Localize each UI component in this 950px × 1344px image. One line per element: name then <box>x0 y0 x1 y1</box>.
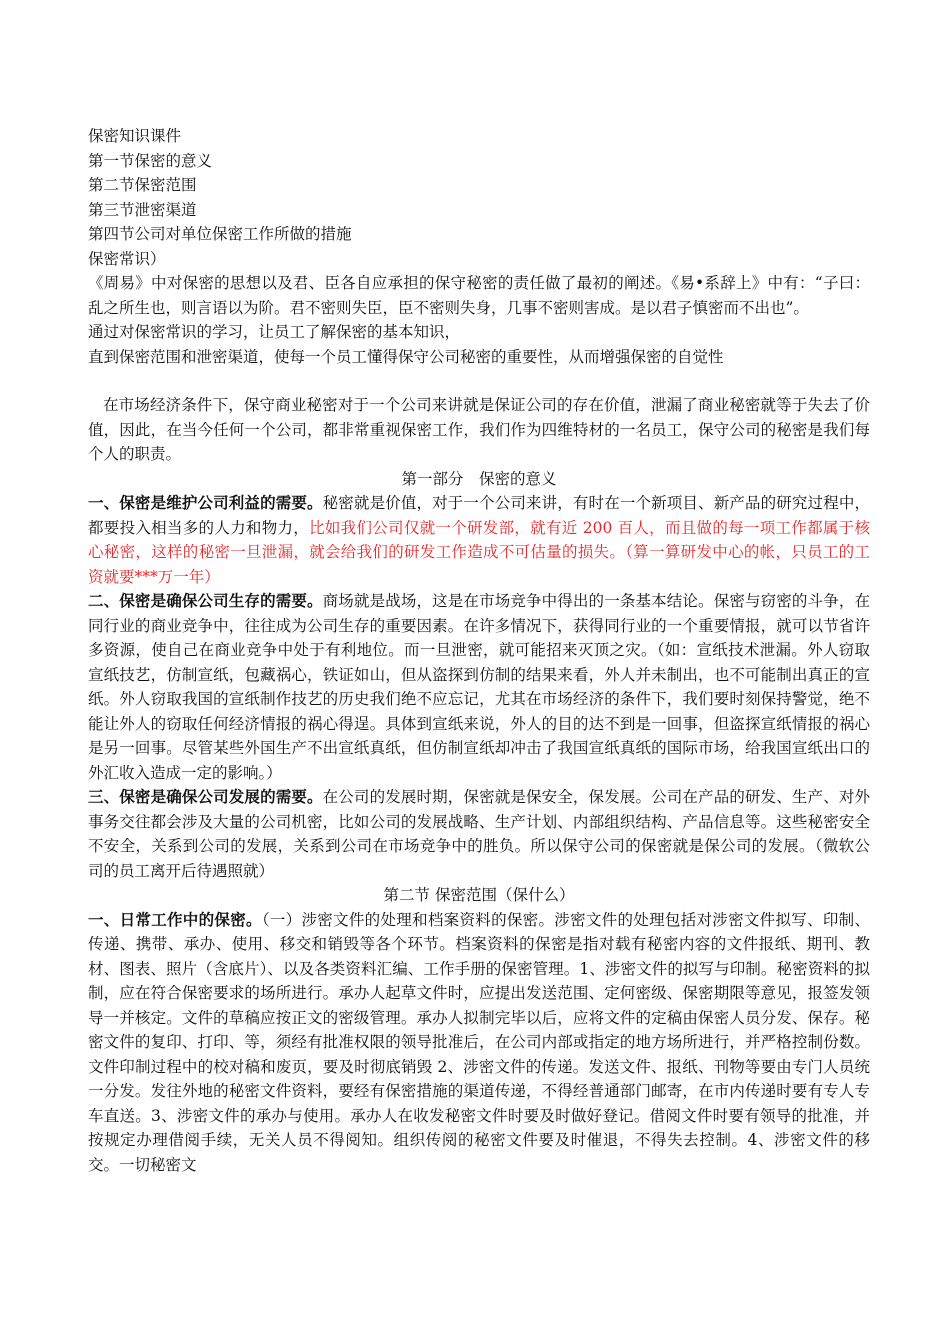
zhouyi-quote-paragraph: 《周易》中对保密的思想以及君、臣各自应承担的保守秘密的责任做了最初的阐述。《易•系辞上》中有：“子曰：乱之所生也，则言语以为阶。君不密则失臣，臣不密则失身，几事不密则害成。是以君子慎密而不出也”。 <box>88 274 870 317</box>
part1-paragraph-2 <box>88 589 870 785</box>
market-economy-paragraph: 在市场经济条件下，保守商业秘密对于一个公司来讲就是保证公司的存在价值，泄漏了商业秘密就等于失去了价值，因此，在当今任何一个公司，都非常重视保密工作，我们作为四维特材的一名员工，保守公司的秘密是我们每个人的职责。 <box>88 396 870 463</box>
intro-line-2: 直到保密范围和泄密渠道，使每一个员工懂得保守公司秘密的重要性，从而增强保密的自觉性 <box>88 347 724 366</box>
toc-item: 第一节保密的意义 <box>88 151 213 170</box>
doc-title: 保密知识课件 <box>88 127 182 145</box>
toc-item: 第四节公司对单位保密工作所做的措施 <box>88 225 352 243</box>
paragraph-body: 在公司的发展时期，保密就是保安全，保发展。公司在产品的研发、生产、对外事务交往都会涉及大量的公司机密，比如公司的发展战略、生产计划、内部组织结构、产品信息等。这些秘密安全不安全，关系到公司的发展，关系到公司在市场竞争中的胜负。所以保守公司的保密就是保公司的发展。（微软公司的员工离开后待遇照就） <box>88 788 870 880</box>
section2-heading: 第二节 保密范围（保什么） <box>383 886 575 904</box>
paragraph-lead: 一、日常工作中的保密。 <box>88 909 262 929</box>
common-sense-label: 保密常识） <box>88 249 166 268</box>
document-page <box>88 124 870 1177</box>
part1-paragraph-3 <box>88 785 870 883</box>
toc-item: 第二节保密范围 <box>88 176 197 194</box>
section2-paragraph-1 <box>88 908 870 1178</box>
paragraph-body: 商场就是战场，这是在市场竞争中得出的一条基本结论。保密与窃密的斗争，在同行业的商业竞争中，往往成为公司生存的重要因素。在许多情况下，获得同行业的一个重要情报，就可以节省许多资源，使自己在商业竞争中处于有利地位。而一旦泄密，就可能招来灭顶之灾。（如：宣纸技术泄漏。外人窃取宣纸技艺，仿制宣纸，包藏祸心，铁证如山，但从盗探到仿制的结果来看，外人并未制出，也不可能制出真正的宣纸。外人窃取我国的宣纸制作技艺的历史我们绝不应忘记，尤其在市场经济的条件下，我们要时刻保持警觉，绝不能让外人的窃取任何经济情报的祸心得逞。具体到宣纸来说，外人的目的达不到是一回事，但盗探宣纸情报的祸心是另一回事。尽管某些外国生产不出宣纸真纸，但仿制宣纸却冲击了我国宣纸真纸的国际市场，给我国宣纸出口的外汇收入造成一定的影响。） <box>88 592 870 782</box>
paragraph-lead: 一、保密是维护公司利益的需要。 <box>88 493 323 512</box>
paragraph-lead: 二、保密是确保公司生存的需要。 <box>88 591 323 610</box>
paragraph-lead: 三、保密是确保公司发展的需要。 <box>88 787 323 806</box>
toc-item: 第三节泄密渠道 <box>88 200 197 219</box>
paragraph-body: 秘密就是价值，对于一个公司来讲，有时在一个新项目、新产品的研究过程中，都要投入相当多的人力和物力， <box>88 494 870 537</box>
paragraph-body: （一）涉密文件的处理和档案资料的保密。涉密文件的处理包括对涉密文件拟写、印制、传递、携带、承办、使用、移交和销毁等各个环节。档案资料的保密是指对载有秘密内容的文件报纸、期刊、教材、图表、照片（含底片）、以及各类资料汇编、工作手册的保密管理。1、涉密文件的拟写与印制。秘密资料的拟制，应在符合保密要求的场所进行。承办人起草文件时，应提出发送范围、定何密级、保密期限等意见，报签发领导一并核定。文件的草稿应按正文的密级管理。承办人拟制完毕以后，应将文件的定稿由保密人员分发、保存。秘密文件的复印、打印、等，须经有批准权限的领导批准后，在公司内部或指定的地方场所进行，并严格控制份数。文件印制过程中的校对稿和废页，要及时彻底销毁 2、涉密文件的传递。发送文件、报纸、刊物等要由专门人员统一分发。发往外地的秘密文件资料，要经有保密措施的渠道传递，不得经普通部门邮寄，在市内传递时要有专人专车直送。3、涉密文件的承办与使用。承办人在收发秘密文件时要及时做好登记。借阅文件时要有领导的批准，并按规定办理借阅手续，无关人员不得阅知。组织传阅的秘密文件要及时催退，不得失去控制。4、涉密文件的移交。一切秘密文 <box>88 910 870 1174</box>
intro-line-1: 通过对保密常识的学习，让员工了解保密的基本知识， <box>88 323 461 341</box>
highlighted-text: 比如我们公司仅就一个研发部，就有近 200 百人，而且做的每一项工作都属于核心秘密，这样的秘密一旦泄漏，就会给我们的研发工作造成不可估量的损失。（算一算研发中心的帐，只员工的工资就要***万一年） <box>88 518 870 586</box>
part1-paragraph-1 <box>88 491 870 589</box>
part1-heading: 第一部分 保密的意义 <box>401 469 557 488</box>
